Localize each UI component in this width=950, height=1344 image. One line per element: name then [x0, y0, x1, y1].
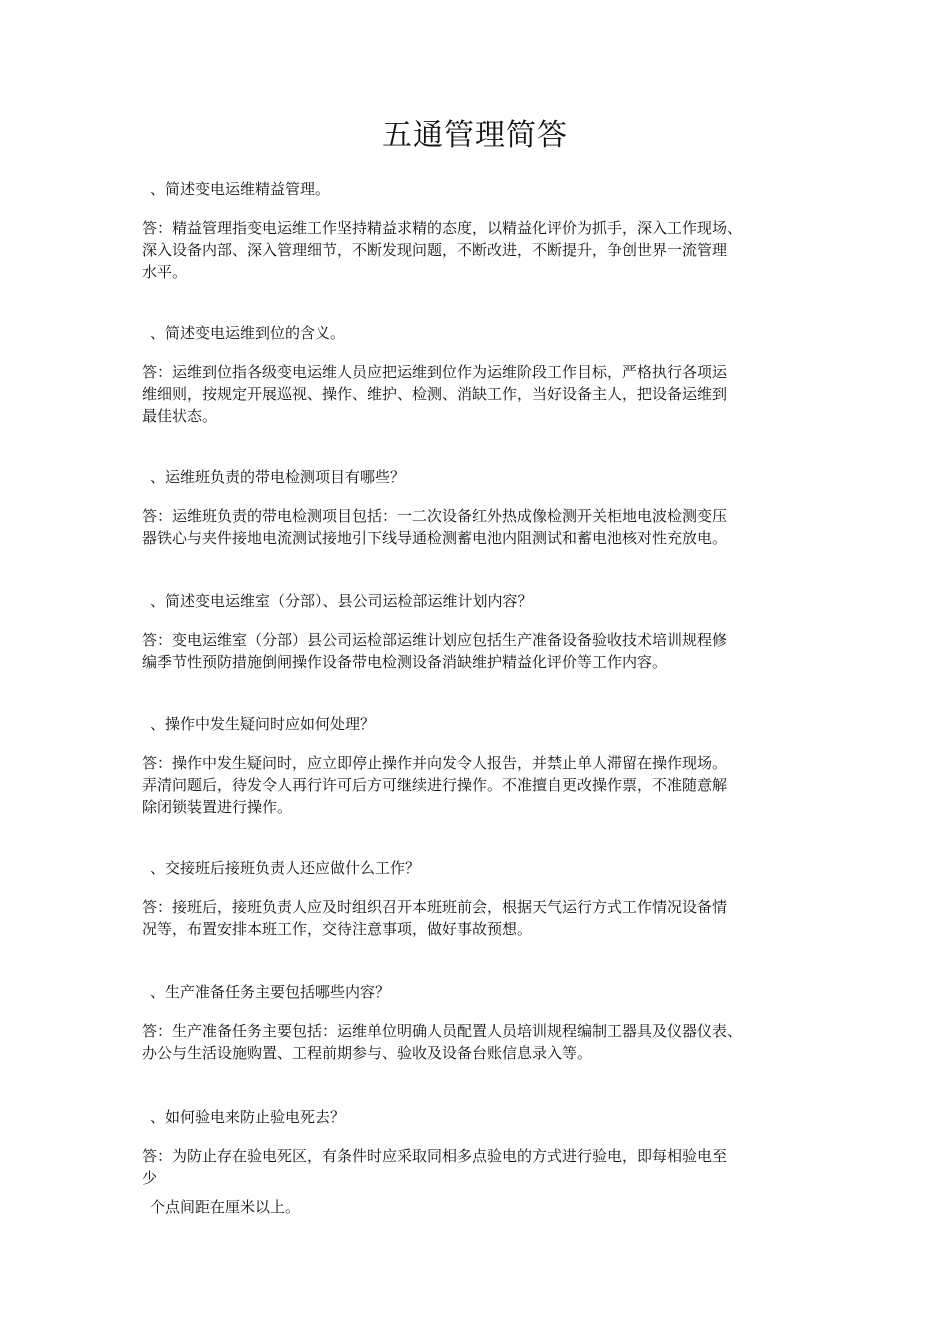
qa-item-6: [142, 857, 842, 940]
answer-2-line-2: 维细则，按规定开展巡视、操作、维护、检测、消缺工作，当好设备主人，把设备运维到: [142, 385, 728, 403]
answer-3-line-2: 器铁心与夹件接地电流测试接地引下线导通检测蓄电池内阻测试和蓄电池核对性充放电。: [142, 529, 728, 547]
qa-item-3: [142, 466, 842, 549]
qa-item-7: [142, 981, 842, 1064]
answer-8-line-1: 答：为防止存在验电死区，有条件时应采取同相多点验电的方式进行验电，即每相验电至: [142, 1147, 728, 1165]
qa-item-1: [142, 178, 842, 283]
answer-3-line-1: 答：运维班负责的带电检测项目包括：一二次设备红外热成像检测开关柜地电波检测变压: [142, 507, 728, 525]
answer-1-line-1: 答：精益管理指变电运维工作坚持精益求精的态度，以精益化评价为抓手，深入工作现场、: [142, 219, 743, 237]
answer-7-line-2: 办公与生活设施购置、工程前期参与、验收及设备台账信息录入等。: [142, 1044, 593, 1062]
document-title: 五通管理简答: [382, 118, 568, 153]
answer-4: [142, 629, 832, 673]
answer-4-line-2: 编季节性预防措施倒闸操作设备带电检测设备消缺维护精益化评价等工作内容。: [142, 653, 668, 671]
answer-1-line-3: 水平。: [142, 263, 188, 281]
answer-2-line-3: 最佳状态。: [142, 407, 218, 425]
answer-1-line-2: 深入设备内部、深入管理细节，不断发现问题，不断改进，不断提升，争创世界一流管理: [142, 241, 728, 259]
question-1: 、简述变电运维精益管理。: [150, 180, 331, 198]
question-2: 、简述变电运维到位的含义。: [150, 324, 346, 342]
answer-5-line-3: 除闭锁装置进行操作。: [142, 798, 293, 816]
answer-8: [142, 1145, 832, 1189]
question-5: 、操作中发生疑问时应如何处理？: [150, 715, 376, 733]
answer-5: [142, 752, 832, 818]
qa-item-5: [142, 713, 842, 818]
answer-8-continuation: 个点间距在厘米以上。: [150, 1198, 301, 1216]
answer-6: [142, 896, 832, 940]
question-7: 、生产准备任务主要包括哪些内容？: [150, 983, 391, 1001]
question-8: 、如何验电来防止验电死去？: [150, 1108, 346, 1126]
answer-6-line-1: 答：接班后，接班负责人应及时组织召开本班班前会，根据天气运行方式工作情况设备情: [142, 898, 728, 916]
answer-4-line-1: 答：变电运维室（分部）县公司运检部运维计划应包括生产准备设备验收技术培训规程修: [142, 631, 728, 649]
qa-item-4: [142, 590, 842, 673]
qa-item-8: [142, 1106, 842, 1189]
question-4: 、简述变电运维室（分部）、县公司运检部运维计划内容？: [150, 592, 533, 610]
answer-5-line-1: 答：操作中发生疑问时，应立即停止操作并向发令人报告，并禁止单人滞留在操作现场。: [142, 754, 728, 772]
answer-2: [142, 361, 832, 427]
answer-6-line-2: 况等，布置安排本班工作，交待注意事项，做好事故预想。: [142, 920, 533, 938]
question-3: 、运维班负责的带电检测项目有哪些？: [150, 468, 406, 486]
answer-3: [142, 505, 832, 549]
answer-7: [142, 1020, 832, 1064]
answer-2-line-1: 答：运维到位指各级变电运维人员应把运维到位作为运维阶段工作目标，严格执行各项运: [142, 363, 728, 381]
answer-7-line-1: 答：生产准备任务主要包括：运维单位明确人员配置人员培训规程编制工器具及仪器仪表、: [142, 1022, 743, 1040]
qa-item-2: [142, 322, 842, 427]
question-6: 、交接班后接班负责人还应做什么工作？: [150, 859, 421, 877]
answer-1: [142, 217, 832, 283]
answer-5-line-2: 弄清问题后，待发令人再行许可后方可继续进行操作。不准擅自更改操作票，不准随意解: [142, 776, 728, 794]
answer-8-line-2: 少: [142, 1169, 158, 1187]
